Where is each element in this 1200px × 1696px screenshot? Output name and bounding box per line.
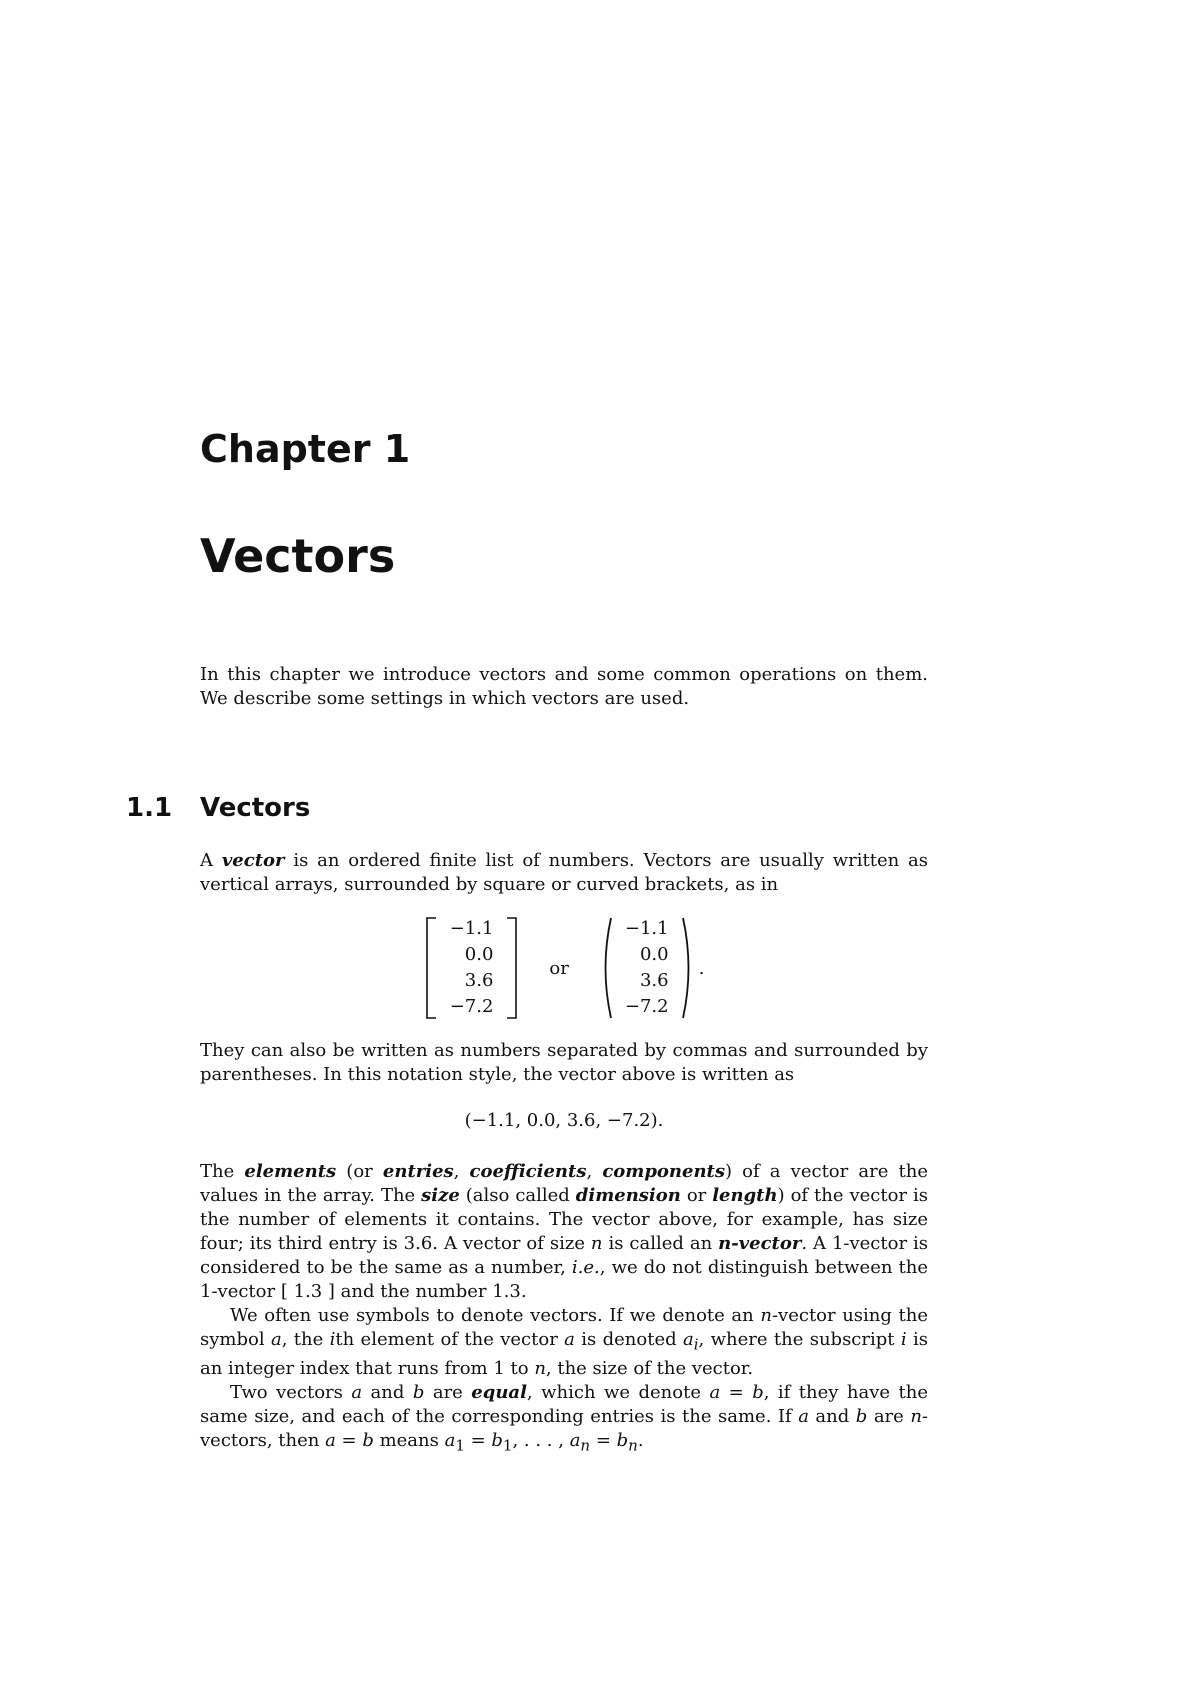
left-parenthesis-icon [599, 916, 613, 1020]
vector-entry: −7.2 [449, 996, 494, 1017]
vector-entry: 0.0 [464, 944, 494, 965]
paragraph-tuple-notation: They can also be written as numbers separated by commas and surrounded by parentheses. In this notation style, the vector above is written as [200, 1040, 928, 1085]
term-entries: entries [382, 1161, 454, 1182]
term-n-vector: n-vector [718, 1233, 802, 1254]
vector-entry: −7.2 [624, 996, 669, 1017]
vector-entry: −1.1 [449, 918, 494, 939]
round-bracket-vector [599, 916, 695, 1020]
vector-entry: −1.1 [624, 918, 669, 939]
term-components: components [602, 1161, 726, 1182]
term-dimension: dimension [575, 1185, 681, 1206]
section-number: 1.1 [126, 793, 173, 823]
term-coefficients: coefficients [469, 1161, 587, 1182]
vector-entry: 3.6 [464, 970, 494, 991]
section-heading [126, 795, 310, 821]
display-period: . [698, 957, 705, 979]
text-run: is an ordered finite list of numbers. Vectors are usually written as vertical arrays, surrounded by square or curved brackets, as in [200, 850, 928, 895]
paragraph-equality: Two vectors a and b are equal, which we denote a = b, if they have the same size, and each of the corresponding entries is the same. If a and b are n-vectors, then a = b means $a_1 = b_1$, . . . , $a_n = b_n$. [200, 1381, 928, 1455]
text-run: A [200, 850, 222, 871]
term-elements: elements [244, 1161, 337, 1182]
intro-paragraph: In this chapter we introduce vectors and some common operations on them. We describe some settings in which vectors are used. [200, 664, 928, 709]
term-equal: equal [471, 1381, 527, 1403]
right-square-bracket-icon [505, 916, 519, 1020]
vector-entry: 3.6 [639, 970, 669, 991]
square-bracket-vector [424, 916, 520, 1020]
right-parenthesis-icon [681, 916, 695, 1020]
connector-word: or [549, 957, 569, 979]
chapter-intro [200, 663, 928, 711]
paragraph-symbols: We often use symbols to denote vectors. If we denote an n-vector using the symbol a, the ith element of the vector a is denoted $a_i$, where the subscript i is an integer index that runs from 1 to n, the size of the vector. [200, 1305, 928, 1379]
section-title: Vectors [200, 793, 311, 823]
vector-entry: 0.0 [639, 944, 669, 965]
vector-display [200, 916, 928, 1020]
tuple-display: (−1.1, 0.0, 3.6, −7.2). [464, 1110, 664, 1131]
term-vector: vector [221, 850, 285, 871]
term-length: length [712, 1185, 778, 1206]
left-square-bracket-icon [424, 916, 438, 1020]
chapter-label: Chapter 1 [200, 427, 411, 471]
paragraph-elements: The elements (or entries, coefficients, components) of a vector are the values in the array. The size (also called dimension or length) of the vector is the number of elements it contains. The vector above, for example, has size four; its third entry is 3.6. A vector of size n is called an n-vector. A 1-vector is considered to be the same as a number, i.e., we do not distinguish between the 1-vector [ 1.3 ] and the number 1.3. We often use symbols to denote vectors. If we denote an n-vector using the symbol a, the ith element of the vector a is denoted $a_i$, where the subscript i is an integer index that runs from 1 to n, the size of the vector. Two vectors a and b are equal, which we denote a = b, if they have the same size, and each of the corresponding entries is the same. If a and b are n-vectors, then a = b means $a_1 = b_1$, . . . , $a_n = b_n$. [200, 1160, 928, 1457]
chapter-title: Vectors [200, 529, 396, 583]
paragraph-vector-definition [200, 849, 928, 897]
term-size: size [421, 1185, 460, 1206]
